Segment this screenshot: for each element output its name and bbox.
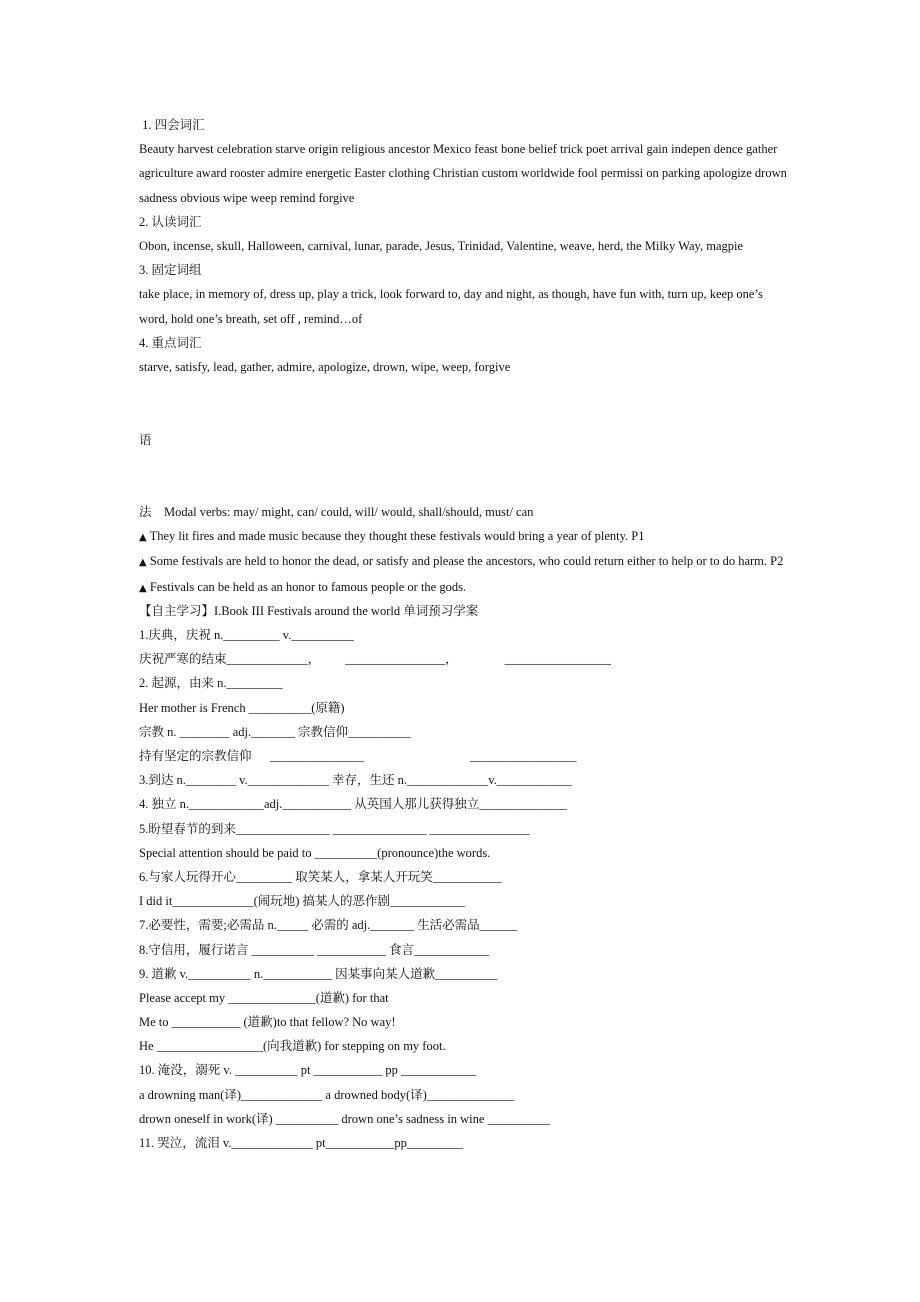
exercise-line: Me to ___________ (道歉)to that fellow? No way! — [139, 1015, 396, 1030]
exercise-line: 2. 起源，由来 n._________ — [139, 676, 283, 691]
section-4-key-words: starve, satisfy, lead, gather, admire, apologize, drown, wipe, weep, forgive — [139, 359, 511, 374]
exercise-line: Special attention should be paid to __________(pronounce)the words. — [139, 845, 491, 860]
exercise-line: 7.必要性，需要;必需品 n._____ 必需的 adj._______ 生活必需品______ — [139, 918, 518, 933]
exercise-title: 【自主学习】I.Book III Festivals around the world 单词预习学案 — [139, 603, 479, 618]
exercise-line: Her mother is French __________(原籍) — [139, 700, 345, 715]
exercise-line: 6.与家人玩得开心_________ 取笑某人，拿某人开玩笑___________ — [139, 869, 502, 884]
section-1-heading: 1. 四会词汇 — [139, 118, 205, 132]
grammar-char-1: 语 — [139, 432, 152, 447]
triangle-bullet-icon: ▲ — [139, 582, 147, 594]
exercise-line: Please accept my ______________(道歉) for that — [139, 990, 389, 1005]
exercise-line: 3.到达 n.________ v._____________ 幸存，生还 n._____________v.____________ — [139, 773, 572, 788]
spacer — [139, 379, 789, 427]
triangle-bullet-icon: ▲ — [139, 532, 147, 544]
exercise-line: 9. 道歉 v.__________ n.___________ 因某事向某人道歉__________ — [139, 966, 498, 981]
exercise-line: a drowning man(译)_____________ a drowned body(译)______________ — [139, 1087, 515, 1102]
triangle-bullet-icon: ▲ — [139, 556, 147, 568]
worksheet-page — [139, 113, 789, 1155]
spacer — [139, 452, 789, 500]
exercise-line: 1.庆典，庆祝 n._________ v.__________ — [139, 628, 354, 643]
exercise-line: 庆祝严寒的结束_____________， ________________， _________________ — [139, 652, 611, 667]
exercise-line: He _________________(向我道歉) for stepping on my foot. — [139, 1039, 446, 1054]
section-2-vocabulary: Obon, incense, skull, Halloween, carnival, lunar, parade, Jesus, Trinidad, Valentine, weave, herd, the Milky Way, magpie — [139, 238, 744, 253]
section-1-vocabulary: Beauty harvest celebration starve origin religious ancestor Mexico feast bone belief trick poet arrival gain indepen dence gather agriculture award rooster admire energetic Easter clothing Christian custom worldwide fool permissi on parking apologize drown sadness obvious wipe weep remind forgive — [139, 142, 787, 205]
exercise-line: 宗教 n. ________ adj._______ 宗教信仰__________ — [139, 724, 411, 739]
exercise-line: 11. 哭泣，流泪 v._____________ pt___________pp_________ — [139, 1136, 464, 1151]
exercise-list — [139, 623, 789, 1155]
exercise-line: 10. 淹没，溺死 v. __________ pt ___________ pp ____________ — [139, 1063, 477, 1078]
grammar-example-text: Festivals can be held as an honor to famous people or the gods. — [146, 579, 467, 594]
section-2-heading: 2. 认读词汇 — [139, 214, 202, 229]
section-3-phrases: take place, in memory of, dress up, play a trick, look forward to, day and night, as though, have fun with, turn up, keep one’s word, hold one’s breath, set off , remind…of — [139, 287, 763, 326]
grammar-example-2 — [139, 549, 789, 575]
grammar-heading: 法 Modal verbs: may/ might, can/ could, will/ would, shall/should, must/ can — [139, 505, 534, 520]
grammar-example-3 — [139, 575, 789, 599]
exercise-line: 持有坚定的宗教信仰 _______________ _________________ — [139, 749, 577, 764]
exercise-line: 8.守信用，履行诺言 __________ ___________ 食言____________ — [139, 942, 490, 957]
section-3-heading: 3. 固定词组 — [139, 263, 202, 278]
exercise-line: drown oneself in work(译) __________ drown one’s sadness in wine __________ — [139, 1111, 551, 1126]
exercise-line: I did it_____________(闹玩地) 搞某人的恶作剧____________ — [139, 894, 466, 909]
exercise-line: 5.盼望春节的到来_______________ _______________ ________________ — [139, 821, 530, 836]
section-4-heading: 4. 重点词汇 — [139, 335, 202, 350]
grammar-example-1 — [139, 524, 789, 548]
grammar-example-text: They lit fires and made music because they thought these festivals would bring a year of plenty. P1 — [146, 529, 645, 544]
exercise-line: 4. 独立 n.____________adj.___________ 从英国人那儿获得独立______________ — [139, 797, 567, 812]
grammar-example-text: Some festivals are held to honor the dead, or satisfy and please the ancestors, who could return either to help or to do harm. P2 — [146, 553, 784, 568]
